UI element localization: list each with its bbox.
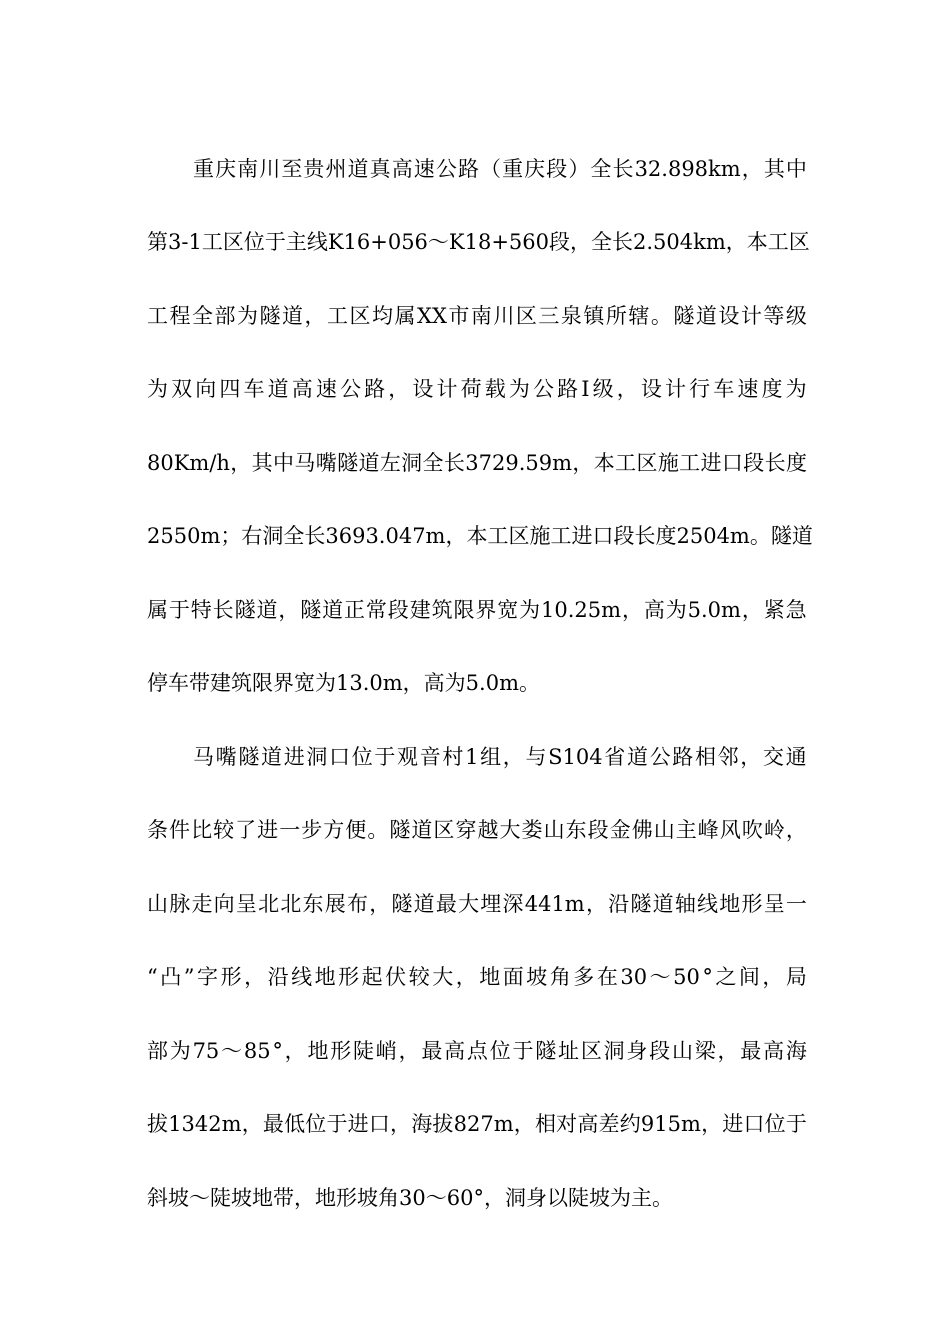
paragraph-2-line-4: “ 凸 ” 字 形 ， 沿 线 地 形 起 伏 较 大 ， 地 面 坡 角 多 在 30 ～ 50 ° 之 间 ， 局 <box>147 965 807 990</box>
paragraph-1-line-8: 停车带建筑限界宽为13.0m，高为5.0m。 <box>147 671 540 696</box>
paragraph-2-line-7: 斜坡～陡坡地带，地形坡角30～60°，洞身以陡坡为主。 <box>147 1185 673 1210</box>
paragraph-2-line-3: 山 脉 走 向 呈 北 北 东 展 布 ， 隧 道 最 大 埋 深 441m ， 沿 隧 道 轴 线 地 形 呈 一 <box>147 891 807 916</box>
paragraph-2-line-2: 条 件 比 较 了 进 一 步 方 便 。 隧 道 区 穿 越 大 娄 山 东 段 金 佛 山 主 峰 风 吹 岭 ， <box>147 818 807 843</box>
paragraph-1-line-7: 属 于 特 长 隧 道 ， 隧 道 正 常 段 建 筑 限 界 宽 为 10.25m ， 高 为 5.0m ， 紧 急 <box>147 597 807 622</box>
paragraph-2-line-1: 马 嘴 隧 道 进 洞 口 位 于 观 音 村 1 组 ， 与 S104 省 道 公 路 相 邻 ， 交 通 <box>193 744 807 769</box>
paragraph-2-line-5: 部 为 75 ～ 85 ° ， 地 形 陡 峭 ， 最 高 点 位 于 隧 址 区 洞 身 段 山 梁 ， 最 高 海 <box>147 1038 807 1063</box>
paragraph-2-line-6: 拔 1342m ， 最 低 位 于 进 口 ， 海 拔 827m ， 相 对 高 差 约 915m ， 进 口 位 于 <box>147 1112 807 1137</box>
paragraph-1-line-4: 为 双 向 四 车 道 高 速 公 路 ， 设 计 荷 载 为 公 路 Ⅰ 级 ， 设 计 行 车 速 度 为 <box>147 377 807 402</box>
paragraph-1-line-6: 2550m ； 右 洞 全 长 3693.047m ， 本 工 区 施 工 进 口 段 长 度 2504m 。 隧 道 <box>147 524 813 549</box>
document-body <box>147 132 813 1235</box>
paragraph-1-line-1: 重 庆 南 川 至 贵 州 道 真 高 速 公 路 （ 重 庆 段 ） 全 长 32.898km ， 其 中 <box>193 156 807 181</box>
paragraph-1-line-3: 工 程 全 部 为 隧 道 ， 工 区 均 属 XX 市 南 川 区 三 泉 镇 所 辖 。 隧 道 设 计 等 级 <box>147 303 807 328</box>
paragraph-1-line-5: 80Km/h ， 其 中 马 嘴 隧 道 左 洞 全 长 3729.59m ， 本 工 区 施 工 进 口 段 长 度 <box>147 450 807 475</box>
paragraph-1-line-2: 第 3-1 工 区 位 于 主 线 K16+056 ～ K18+560 段 ， 全 长 2.504km ， 本 工 区 <box>147 230 810 255</box>
